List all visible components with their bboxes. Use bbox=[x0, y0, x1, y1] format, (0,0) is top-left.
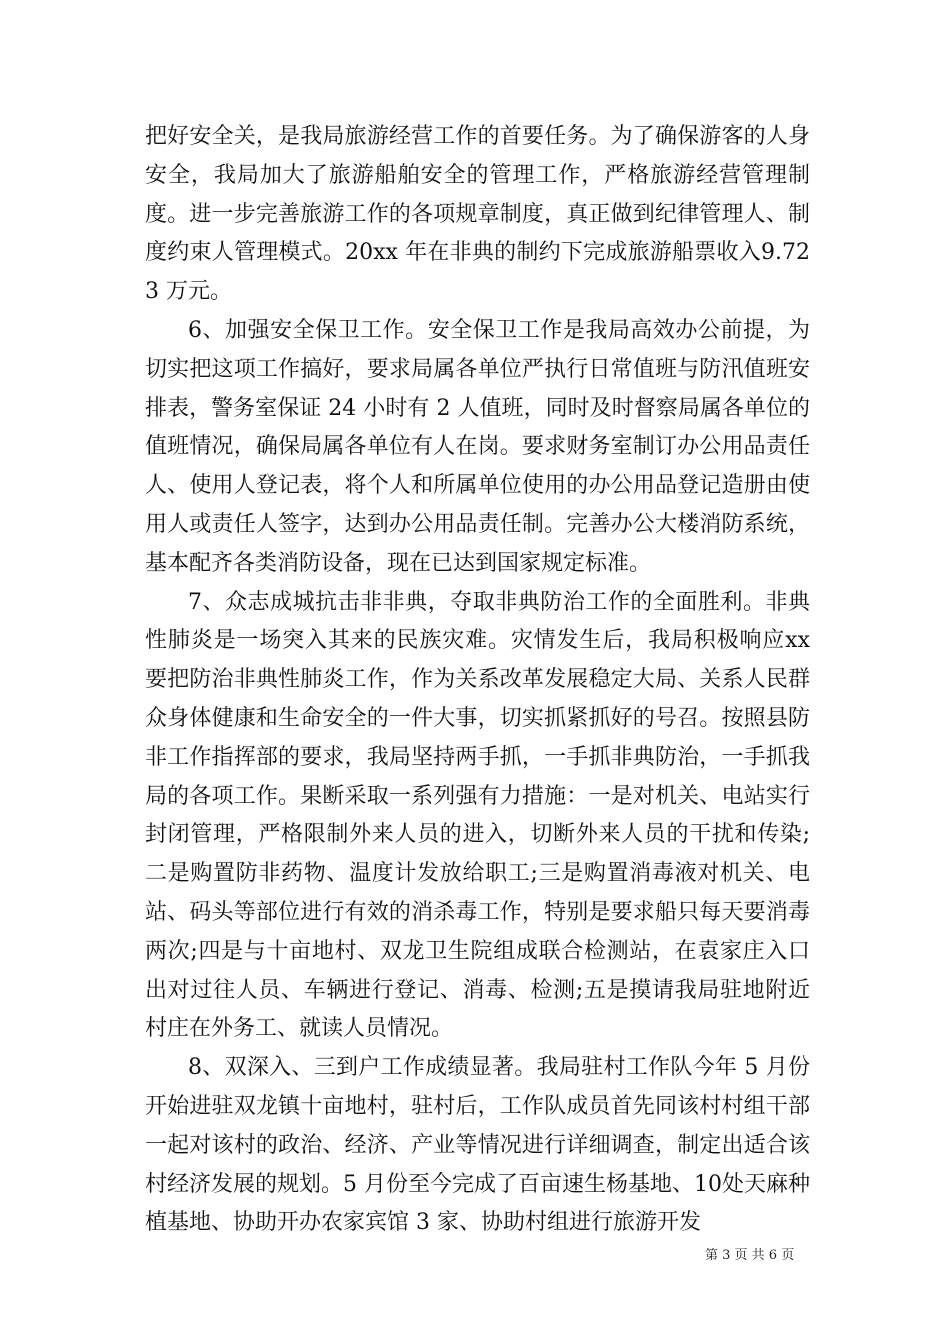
paragraph-item-8: 8、双深入、三到户工作成绩显著。我局驻村工作队今年 5 月份开始进驻双龙镇十亩地村，驻村后，工作队成员首先同该村村组干部一起对该村的政治、经济、产业等情况进行详细调查，制定出适合该村经济发展的规划。5 月份至今完成了百亩速生杨基地、10处天麻种植基地、协助开办农家宾馆 3 家、协助村组进行旅游开发 bbox=[145, 1055, 810, 1236]
paragraph-item-6: 6、加强安全保卫工作。安全保卫工作是我局高效办公前提，为切实把这项工作搞好，要求局属各单位严执行日常值班与防汛值班安排表，警务室保证 24 小时有 2 人值班，同时及时督察局属各单位的值班情况，确保局属各单位有人在岗。要求财务室制订办公用品责任人、使用人登记表，将个人和所属单位使用的办公用品登记造册由使用人或责任人签字，达到办公用品责任制。完善办公大楼消防系统，基本配齐各类消防设备，现在已达到国家规定标准。 bbox=[145, 317, 810, 576]
page-number-footer: 第 3 页 共 6 页 bbox=[705, 1248, 795, 1263]
paragraph-continuation: 把好安全关，是我局旅游经营工作的首要任务。为了确保游客的人身安全，我局加大了旅游船舶安全的管理工作，严格旅游经营管理制度。进一步完善旅游工作的各项规章制度，真正做到纪律管理人、制度约束人管理模式。20xx 年在非典的制约下完成旅游船票收入9.723 万元。 bbox=[145, 124, 810, 305]
document-body bbox=[145, 118, 810, 1243]
paragraph-item-7: 7、众志成城抗击非非典，夺取非典防治工作的全面胜利。非典性肺炎是一场突入其来的民族灾难。灾情发生后，我局积极响应xx 要把防治非典性肺炎工作，作为关系改革发展稳定大局、关系人民群众身体健康和生命安全的一件大事，切实抓紧抓好的号召。按照县防非工作指挥部的要求，我局坚持两手抓，一手抓非典防治，一手抓我局的各项工作。果断采取一系列强有力措施：一是对机关、电站实行封闭管理，严格限制外来人员的进入，切断外来人员的干扰和传染;二是购置防非药物、温度计发放给职工;三是购置消毒液对机关、电站、码头等部位进行有效的消杀毒工作，特别是要求船只每天要消毒两次;四是与十亩地村、双龙卫生院组成联合检测站，在袁家庄入口出对过往人员、车辆进行登记、消毒、检测;五是摸请我局驻地附近村庄在外务工、就读人员情况。 bbox=[145, 589, 810, 1042]
